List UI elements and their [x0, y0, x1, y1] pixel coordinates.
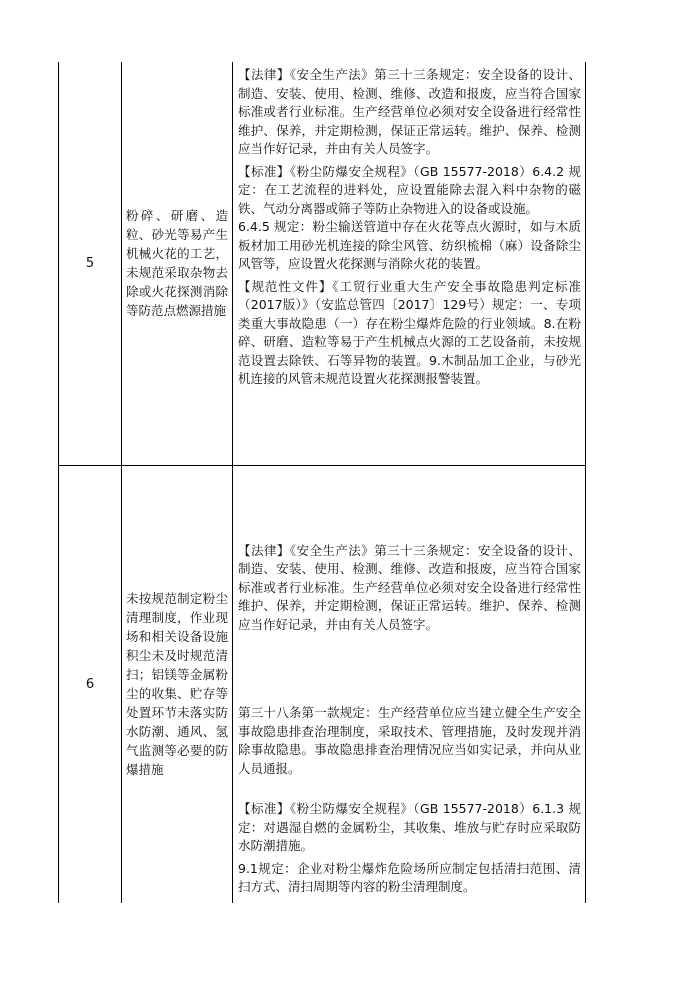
hazard-description: 粉碎、研磨、造粒、砂光等易产生机械火花的工艺，未规范采取杂物去除或火花探测消除等防范点燃源措施 [122, 62, 233, 465]
basis-paragraph: 【法律】《安全生产法》第三十三条规定：安全设备的设计、制造、安装、使用、检测、维修、改造和报废，应当符合国家标准或者行业标准。生产经营单位必须对安全设备进行经常性维护、保养，并定期检测，保证正常运转。维护、保养、检测应当作好记录，并由有关人员签字。 [238, 542, 581, 632]
hazard-description: 未按规范制定粉尘清理制度，作业现场和相关设备设施积尘未及时规范清扫；铝镁等金属粉尘的收集、贮存等处置环节未落实防水防潮、通风、氢气监测等必要的防爆措施 [122, 465, 233, 903]
legal-basis [233, 62, 586, 465]
basis-paragraph: 【规范性文件】《工贸行业重大生产安全事故隐患判定标准（2017版）》（安监总管四〔2017〕129号）规定：一、专项类重大事故隐患（一）存在粉尘爆炸危险的行业领域。8.在粉碎、研磨、造粒等易于产生机械点火源的工艺设备前，未按规范设置去除铁、石等异物的装置。9.木制品加工企业，与砂光机连接的风管未规范设置火花探测报警装置。 [238, 278, 581, 386]
basis-paragraph: 【标准】《粉尘防爆安全规程》（GB 15577-2018）6.1.3 规定：对遇湿自燃的金属粉尘，其收集、堆放与贮存时应采取防水防潮措施。 [238, 801, 581, 853]
legal-basis [233, 465, 586, 903]
basis-paragraph: 【法律】《安全生产法》第三十三条规定：安全设备的设计、制造、安装、使用、检测、维修、改造和报废，应当符合国家标准或者行业标准。生产经营单位必须对安全设备进行经常性维护、保养，并定期检测，保证正常运转。维护、保养、检测应当作好记录，并由有关人员签字。 [238, 67, 581, 156]
row-number: 5 [59, 62, 122, 465]
row-number: 6 [59, 465, 122, 903]
regulation-table [58, 62, 586, 903]
basis-paragraph: 第三十八条第一款规定：生产经营单位应当建立健全生产安全事故隐患排查治理制度，采取技术、管理措施，及时发现并消除事故隐患。事故隐患排查治理情况应当如实记录，并向从业人员通报。 [238, 705, 581, 776]
table-row [59, 465, 586, 903]
basis-paragraph: 9.1规定：企业对粉尘爆炸危险场所应制定包括清扫范围、清扫方式、清扫周期等内容的粉尘清理制度。 [238, 860, 581, 894]
basis-paragraph: 【标准】《粉尘防爆安全规程》（GB 15577-2018）6.4.2 规定：在工艺流程的进料处，应设置能除去混入料中杂物的磁铁、气动分离器或筛子等防止杂物进入的设备或设施。 [238, 163, 581, 216]
basis-paragraph: 6.4.5 规定：粉尘输送管道中存在火花等点火源时，如与木质板材加工用砂光机连接的除尘风管、纺织梳棉（麻）设备除尘风管等，应设置火花探测与消除火花的装置。 [238, 219, 581, 271]
table-row [59, 62, 586, 465]
